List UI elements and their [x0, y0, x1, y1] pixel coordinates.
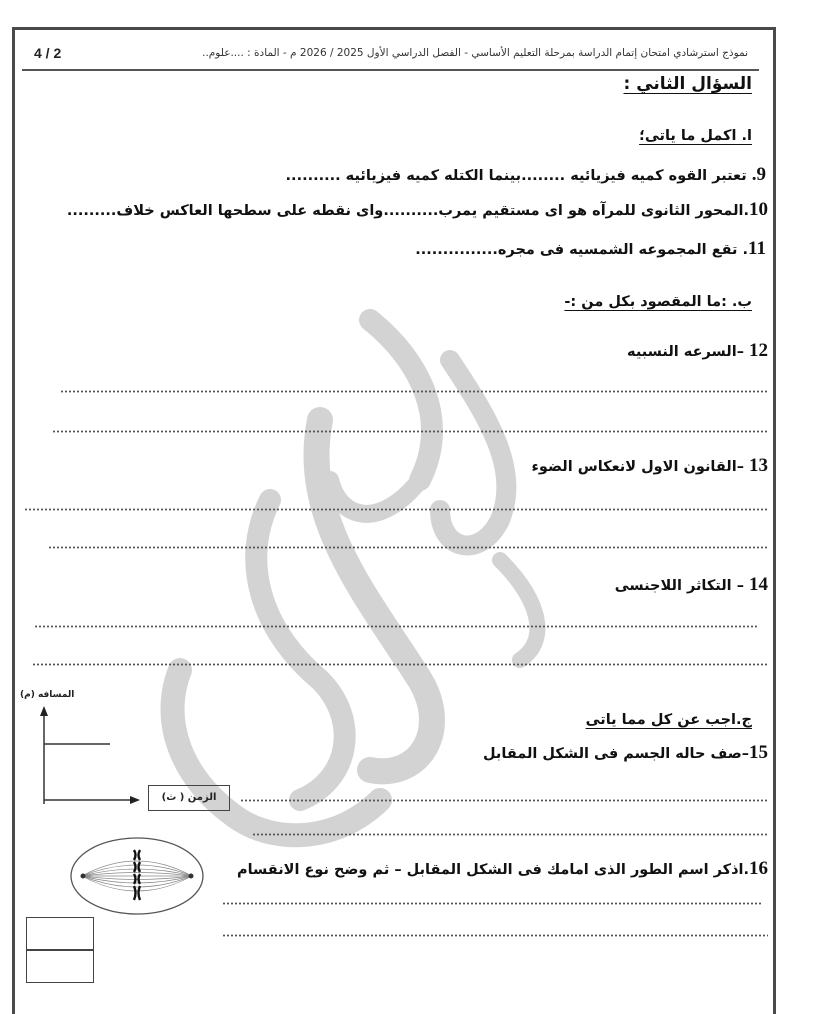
- answer-line[interactable]: [48, 546, 768, 549]
- centriole-right: [189, 874, 194, 879]
- header-text: نموذج استرشادي امتحان إتمام الدراسة بمرحلة التعليم الأساسي - الفصل الدراسي الأول 2025 / 2026 م - المادة : ....علوم..: [202, 47, 748, 59]
- answer-line[interactable]: [222, 934, 768, 937]
- answer-line[interactable]: [222, 902, 762, 905]
- question-item-12: [627, 340, 768, 362]
- chromosomes: [134, 850, 140, 900]
- x-axis-label: الزمن ( ث): [148, 785, 230, 811]
- spindle-fibers: [82, 861, 192, 891]
- answer-line[interactable]: [34, 625, 758, 628]
- item-text: . تقع المجموعه الشمسيه فى مجره...............: [415, 242, 749, 258]
- item-text: .اذكر اسم الطور الذى امامك فى الشكل المقابل – ثم وضح نوع الانقسام: [236, 862, 749, 878]
- answer-line[interactable]: [52, 430, 768, 433]
- section-a-title: ا. اكمل ما ياتى؛: [639, 128, 752, 144]
- item-text: –صف حاله الجسم فى الشكل المقابل: [482, 746, 749, 762]
- answer-line[interactable]: [24, 508, 768, 511]
- item-number: 10: [749, 199, 768, 220]
- item-number: 9.: [751, 164, 766, 185]
- question-title: السؤال الثاني :: [623, 74, 752, 94]
- answer-line[interactable]: [240, 799, 768, 802]
- answer-line[interactable]: [252, 833, 768, 836]
- item-number: 15: [749, 742, 768, 763]
- item-text: تعتبر القوه كميه فيزيائيه ........بينما الكتله كميه فيزيائيه ..........: [285, 168, 747, 184]
- question-item-15: [483, 742, 768, 764]
- answer-line[interactable]: [32, 663, 768, 666]
- item-text: – التكاثر اللاجنسى: [614, 578, 749, 594]
- section-c-title: ج.اجب عن كل مما ياتى: [585, 712, 752, 728]
- question-item-10: [67, 199, 768, 221]
- item-number: 13: [749, 455, 768, 476]
- page-number: 4 / 2: [34, 45, 62, 61]
- item-number: 11: [748, 238, 766, 259]
- question-item-13: [531, 455, 768, 477]
- item-text: .المحور الثانوى للمرآه هو اى مستقيم يمرب..........واى نقطه على سطحها العاكس خلاف.........: [66, 203, 749, 219]
- item-number: 16: [749, 858, 768, 879]
- item-number: 12: [749, 340, 768, 361]
- distance-time-graph: [14, 690, 234, 820]
- question-item-11: [415, 238, 766, 260]
- exam-header: [22, 44, 750, 66]
- question-item-16: [237, 858, 768, 880]
- question-item-14: [615, 574, 768, 596]
- question-item-9: [286, 164, 766, 186]
- y-axis-arrow-icon: [40, 706, 48, 716]
- item-text: –القانون الاول لانعكاس الضوء: [531, 459, 749, 475]
- answer-box-divider: [27, 949, 93, 951]
- centriole-left: [81, 874, 86, 879]
- item-text: –السرعه النسبيه: [627, 344, 749, 360]
- y-axis-label: المسافه (م): [20, 690, 75, 700]
- cell-division-diagram: [68, 836, 206, 916]
- answer-line[interactable]: [60, 390, 768, 393]
- graph-axes: [14, 700, 154, 820]
- x-axis-arrow-icon: [130, 796, 140, 804]
- header-divider: [22, 69, 759, 71]
- item-number: 14: [749, 574, 768, 595]
- answer-boxes[interactable]: [26, 917, 94, 983]
- section-b-title: ب. :ما المقصود بكل من :-: [564, 294, 752, 310]
